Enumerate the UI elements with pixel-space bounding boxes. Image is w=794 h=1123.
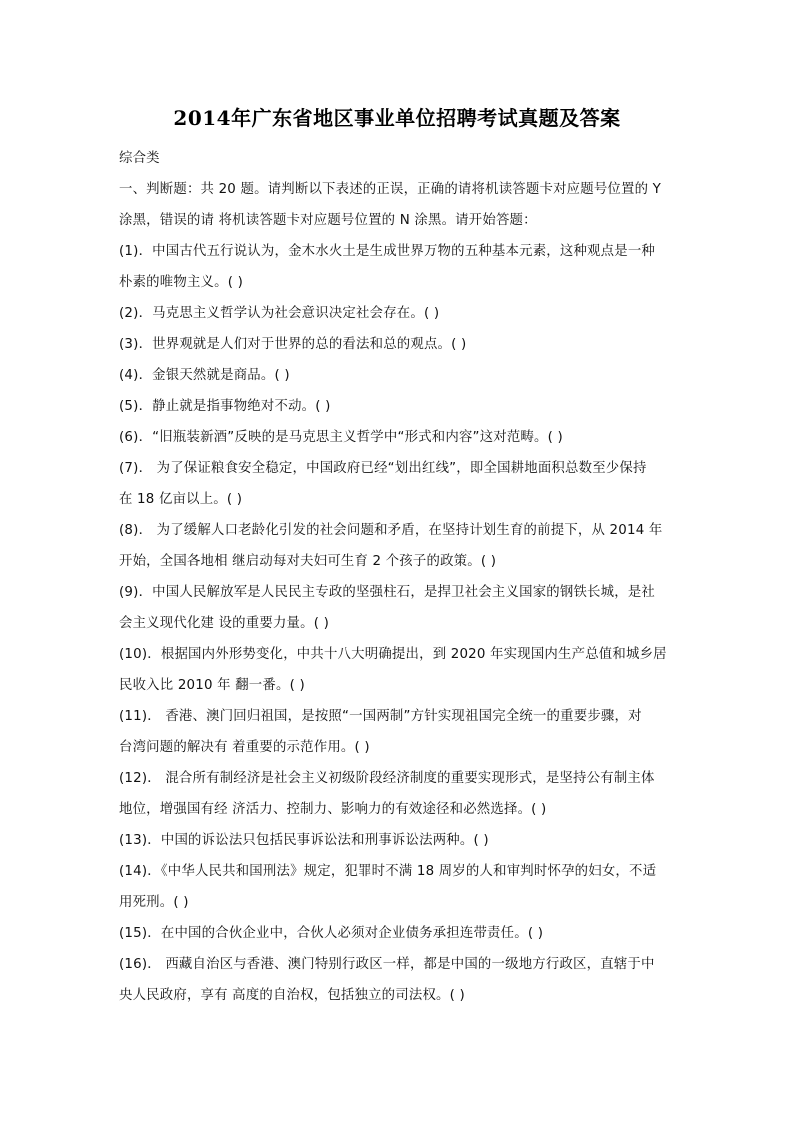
question-7-line: 在 18 亿亩以上。( ) bbox=[119, 492, 243, 507]
question-14-line: 用死刑。( ) bbox=[119, 895, 189, 910]
question-4-line: (4)．金银天然就是商品。( ) bbox=[119, 368, 290, 383]
question-6-line: (6)．“旧瓶装新酒”反映的是马克思主义哲学中“形式和内容”这对范畴。( ) bbox=[119, 430, 563, 445]
question-9-line: 会主义现代化建 设的重要力量。( ) bbox=[119, 616, 330, 631]
question-8-line: (8)． 为了缓解人口老龄化引发的社会问题和矛盾，在坚持计划生育的前提下，从 2014 年 bbox=[119, 523, 663, 538]
instructions-line: 一、判断题：共 20 题。请判断以下表述的正误，正确的请将机读答题卡对应题号位置的 Y bbox=[119, 182, 662, 197]
question-5-line: (5)．静止就是指事物绝对不动。( ) bbox=[119, 399, 331, 414]
question-11-line: 台湾问题的解决有 着重要的示范作用。( ) bbox=[119, 740, 370, 755]
question-8-line: 开始，全国各地相 继启动每对夫妇可生育 2 个孩子的政策。( ) bbox=[119, 554, 497, 569]
document-body bbox=[119, 143, 679, 1011]
question-1-line: 朴素的唯物主义。( ) bbox=[119, 275, 244, 290]
category-label: 综合类 bbox=[119, 151, 160, 166]
question-9-line: (9)．中国人民解放军是人民民主专政的坚强柱石，是捍卫社会主义国家的钢铁长城，是社 bbox=[119, 585, 656, 600]
page-title: 2014年广东省地区事业单位招聘考试真题及答案 bbox=[173, 106, 621, 130]
instructions-line: 涂黑，错误的请 将机读答题卡对应题号位置的 N 涂黑。请开始答题： bbox=[119, 213, 537, 228]
question-7-line: (7)． 为了保证粮食安全稳定，中国政府已经“划出红线”，即全国耕地面积总数至少保持 bbox=[119, 461, 647, 476]
question-2-line: (2)．马克思主义哲学认为社会意识决定社会存在。( ) bbox=[119, 306, 440, 321]
question-14-line: (14)．《中华人民共和国刑法》规定，犯罪时不满 18 周岁的人和审判时怀孕的妇女，不适 bbox=[119, 864, 657, 879]
question-3-line: (3)．世界观就是人们对于世界的总的看法和总的观点。( ) bbox=[119, 337, 467, 352]
question-12-line: (12)． 混合所有制经济是社会主义初级阶段经济制度的重要实现形式，是坚持公有制主体 bbox=[119, 771, 655, 786]
question-10-line: (10)．根据国内外形势变化，中共十八大明确提出，到 2020 年实现国内生产总值和城乡居 bbox=[119, 647, 667, 662]
question-15-line: (15)．在中国的合伙企业中，合伙人必须对企业债务承担连带责任。( ) bbox=[119, 926, 544, 941]
question-16-line: 央人民政府，享有 高度的自治权，包括独立的司法权。( ) bbox=[119, 988, 465, 1003]
question-16-line: (16)． 西藏自治区与香港、澳门特别行政区一样，都是中国的一级地方行政区，直辖于中 bbox=[119, 957, 655, 972]
question-10-line: 民收入比 2010 年 翻一番。( ) bbox=[119, 678, 305, 693]
question-12-line: 地位，增强国有经 济活力、控制力、影响力的有效途径和必然选择。( ) bbox=[119, 802, 547, 817]
question-11-line: (11)． 香港、澳门回归祖国，是按照“一国两制”方针实现祖国完全统一的重要步骤，对 bbox=[119, 709, 642, 724]
question-13-line: (13)．中国的诉讼法只包括民事诉讼法和刑事诉讼法两种。( ) bbox=[119, 833, 489, 848]
question-1-line: (1)．中国古代五行说认为，金木水火土是生成世界万物的五种基本元素，这种观点是一种 bbox=[119, 244, 656, 259]
